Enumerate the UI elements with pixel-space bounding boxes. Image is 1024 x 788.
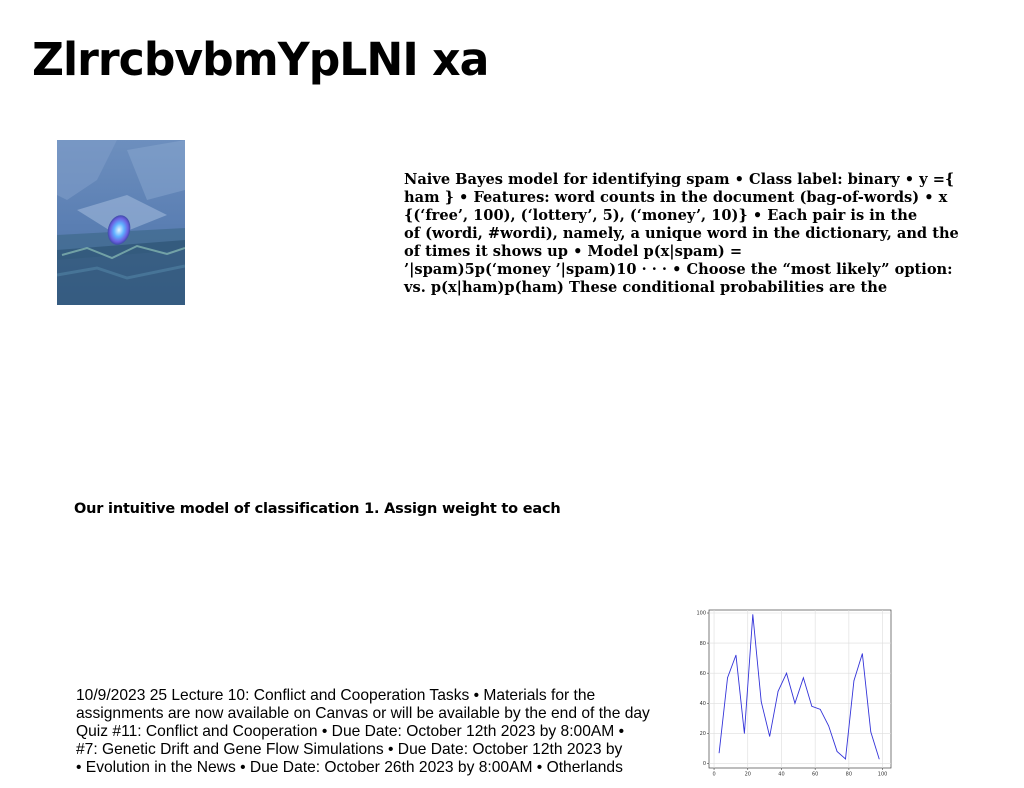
page-title: ZlrrcbvbmYpLNI xa	[32, 33, 489, 86]
landscape-photo-icon	[57, 140, 185, 305]
data-point	[845, 759, 846, 760]
y-tick-label: 40	[699, 700, 706, 707]
y-tick-label: 100	[696, 610, 706, 617]
data-point	[727, 677, 728, 678]
data-point	[786, 673, 787, 674]
x-tick-label: 20	[744, 771, 751, 778]
data-point	[795, 703, 796, 704]
classification-heading: Our intuitive model of classification 1. Assign weight to each	[74, 501, 561, 517]
data-point	[744, 733, 745, 734]
y-tick-label: 60	[699, 670, 706, 677]
data-point	[761, 701, 762, 702]
x-tick-label: 40	[778, 771, 785, 778]
lecture-tasks-paragraph: 10/9/2023 25 Lecture 10: Conflict and Cooperation Tasks • Materials for the assignments are now available on Canvas or will be available by the end of the day Quiz #11: Conflict and Cooperation • Due Date: October 12th 2023 by 8:00AM • #7: Genetic Drift and Gene Flow Simulations • Due Date: October 12th 2023 by • Evolution in the News • Due Date: October 26th 2023 by 8:00AM • Otherlands	[76, 687, 650, 776]
data-point	[719, 753, 720, 754]
x-tick-label: 60	[811, 771, 819, 778]
y-tick-label: 0	[702, 761, 706, 768]
naive-bayes-paragraph: Naive Bayes model for identifying spam • Class label: binary • y ={ ham } • Features: word counts in the document (bag-of-words) • x {(‘free’, 100), (‘lottery’, 5), (‘money’, 10)} • Each pair is in the of (wordi, #wordi), namely, a unique word in the dictionary, and the of times it shows up • Model p(x|spam) = ’|spam)5p(‘money ’|spam)10 · · · • Choose the “most likely” option: vs. p(x|ham)p(ham) These conditional probabilities are the	[404, 171, 959, 296]
data-point	[778, 691, 779, 692]
x-tick-label: 80	[845, 771, 853, 778]
data-point	[837, 751, 838, 752]
y-tick-label: 20	[699, 731, 706, 738]
data-point	[854, 680, 855, 681]
y-tick-label: 80	[699, 640, 706, 647]
slide-thumbnail-image	[57, 140, 185, 305]
data-point	[870, 732, 871, 733]
data-point	[736, 655, 737, 656]
data-point	[820, 709, 821, 710]
data-point	[879, 759, 880, 760]
data-point	[752, 614, 753, 615]
data-point	[811, 706, 812, 707]
x-tick-label: 0	[712, 771, 716, 778]
line-chart	[693, 606, 893, 778]
data-point	[862, 653, 863, 654]
data-point	[769, 736, 770, 737]
line-chart-svg	[693, 606, 893, 778]
data-point	[828, 726, 829, 727]
x-tick-label: 100	[877, 771, 888, 778]
data-point	[803, 677, 804, 678]
